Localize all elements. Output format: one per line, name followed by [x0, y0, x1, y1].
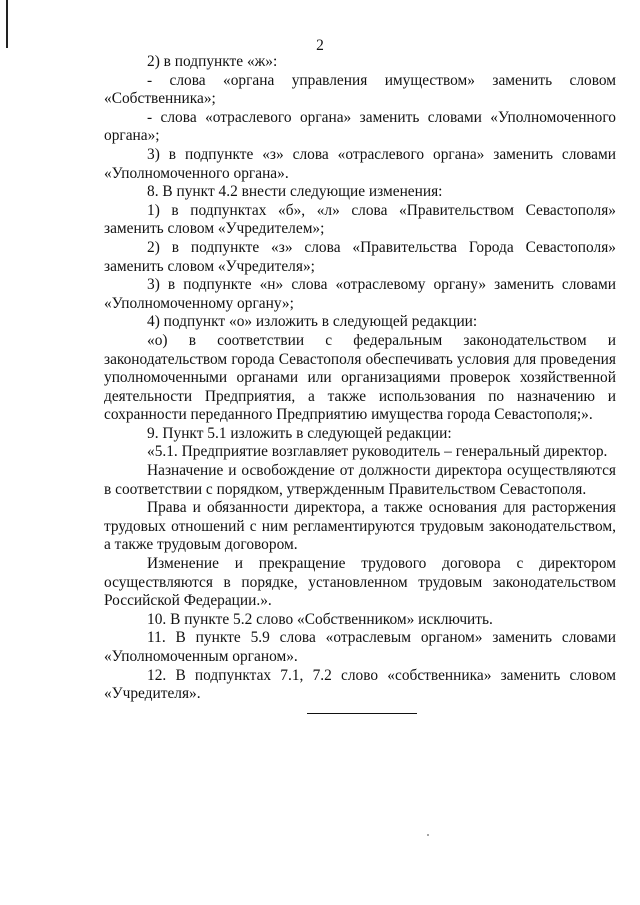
paragraph: - слова «отраслевого органа» заменить словами «Уполномоченного органа»;: [104, 108, 616, 145]
page-number: 2: [316, 37, 324, 54]
paragraph: 1) в подпунктах «б», «л» слова «Правительством Севастополя» заменить словом «Учредителем»;: [104, 201, 616, 238]
paragraph: «о) в соответствии с федеральным законодательством и законодательством города Севастополя обеспечивать условия для проведения уполномоченными органами или организациями проверок хозяйственной деятельности Предприятия, а также использования по назначению и сохранности переданного Предприятию имущества города Севастополя;».: [104, 331, 616, 424]
paragraph: «5.1. Предприятие возглавляет руководитель – генеральный директор.: [147, 443, 608, 461]
closing-separator-line: [307, 713, 417, 714]
paragraph: Изменение и прекращение трудового договора с директором осуществляются в порядке, установленном трудовым законодательством Российской Федерации.».: [104, 555, 616, 610]
paragraph: 3) в подпункте «з» слова «отраслевого органа» заменить словами «Уполномоченного органа».: [104, 145, 616, 182]
paragraph: 11. В пункте 5.9 слова «отраслевым органом» заменить словами «Уполномоченным органом».: [104, 629, 616, 665]
paragraph: 4) подпункт «о» изложить в следующей редакции:: [147, 313, 478, 331]
scan-speck: [427, 834, 429, 836]
paragraph: 9. Пункт 5.1 изложить в следующей редакции:: [147, 424, 452, 442]
paragraph: 3) в подпункте «н» слова «отраслевому органу» заменить словами «Уполномоченному органу»;: [104, 276, 616, 312]
paragraph: Права и обязанности директора, а также основания для расторжения трудовых отношений с ним регламентируются трудовым законодательством, а также трудовым договором.: [104, 499, 616, 554]
document-body: [104, 53, 616, 704]
paragraph: 10. В пункте 5.2 слово «Собственником» исключить.: [147, 610, 493, 628]
paragraph: 12. В подпунктах 7.1, 7.2 слово «собственника» заменить словом «Учредителя».: [104, 666, 616, 703]
paragraph: Назначение и освобождение от должности директора осуществляются в соответствии с порядком, утвержденным Правительством Севастополя.: [104, 462, 616, 498]
paragraph: - слова «органа управления имуществом» заменить словом «Собственника»;: [104, 71, 616, 108]
paragraph: 2) в подпункте «з» слова «Правительства Города Севастополя» заменить словом «Учредителя»;: [104, 238, 616, 275]
paragraph: 8. В пункт 4.2 внести следующие изменения:: [147, 183, 443, 201]
paragraph: 2) в подпункте «ж»:: [147, 53, 278, 70]
